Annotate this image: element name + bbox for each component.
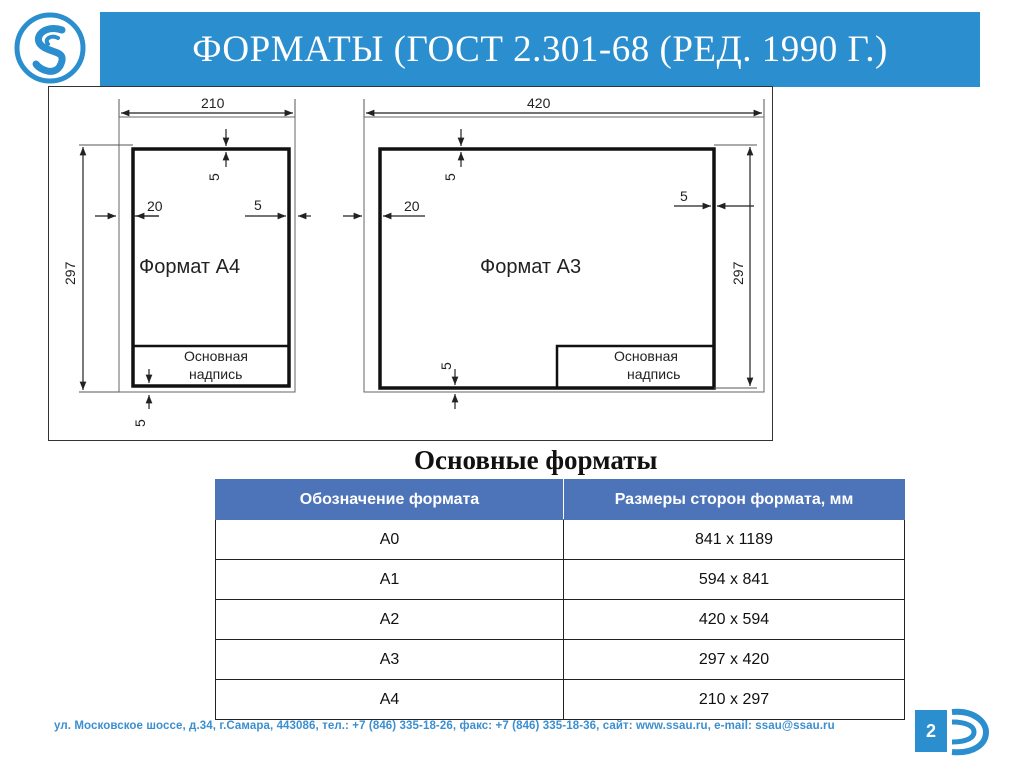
table-row [216, 560, 905, 600]
a4-stamp-line2: надпись [189, 366, 243, 382]
column-header-format-size: Размеры сторон формата, мм [564, 480, 905, 520]
format-name-cell: А4 [216, 680, 564, 720]
corner-logo-icon [948, 706, 990, 758]
format-size-cell: 841 х 1189 [564, 520, 905, 560]
format-drawing [48, 86, 773, 441]
format-drawing-svg [49, 87, 772, 440]
a3-top-margin: 5 [442, 173, 458, 181]
formats-table [215, 479, 905, 720]
page-number: 2 [915, 710, 947, 752]
a4-top-margin: 5 [206, 173, 222, 181]
table-row [216, 600, 905, 640]
a3-height-label: 297 [730, 261, 746, 285]
format-name-cell: А2 [216, 600, 564, 640]
a3-left-margin: 20 [404, 198, 420, 214]
a4-bottom-margin: 5 [132, 419, 148, 427]
format-name-cell: А3 [216, 640, 564, 680]
slide-header [0, 0, 980, 95]
formats-section-title: Основные форматы [414, 445, 658, 475]
footer-address: ул. Московское шоссе, д.34, г.Самара, 443086, тел.: +7 (846) 335-18-26, факс: +7 (846) 335-18-36, сайт: www.ssau.ru, e-mail: ssau@ssau.ru [54, 720, 835, 732]
a4-stamp-line1: Основная [184, 348, 248, 364]
slide-title: ФОРМАТЫ (ГОСТ 2.301-68 (РЕД. 1990 Г.) [192, 29, 888, 70]
a3-width-label: 420 [527, 95, 551, 111]
table-header-row [216, 480, 905, 520]
format-size-cell: 594 х 841 [564, 560, 905, 600]
format-name-cell: А1 [216, 560, 564, 600]
a4-left-margin: 20 [147, 198, 163, 214]
a4-height-label: 297 [62, 261, 78, 285]
a4-right-margin: 5 [254, 197, 262, 213]
a3-sheet [343, 95, 764, 409]
title-bar [100, 12, 980, 87]
table-row [216, 640, 905, 680]
format-name-cell: А0 [216, 520, 564, 560]
university-logo-icon [14, 12, 86, 84]
slide-footer [0, 698, 1024, 767]
a3-stamp-line2: надпись [627, 366, 681, 382]
format-size-cell: 210 х 297 [564, 680, 905, 720]
a4-width-label: 210 [201, 95, 225, 111]
a3-stamp-line1: Основная [614, 348, 678, 364]
a4-format-name: Формат А4 [139, 256, 241, 278]
a4-sheet [62, 95, 311, 427]
a3-bottom-margin: 5 [438, 362, 454, 370]
column-header-format-name: Обозначение формата [216, 480, 564, 520]
a3-format-name: Формат А3 [480, 256, 582, 278]
format-size-cell: 297 х 420 [564, 640, 905, 680]
table-row [216, 520, 905, 560]
a3-right-margin: 5 [680, 188, 688, 204]
format-size-cell: 420 х 594 [564, 600, 905, 640]
